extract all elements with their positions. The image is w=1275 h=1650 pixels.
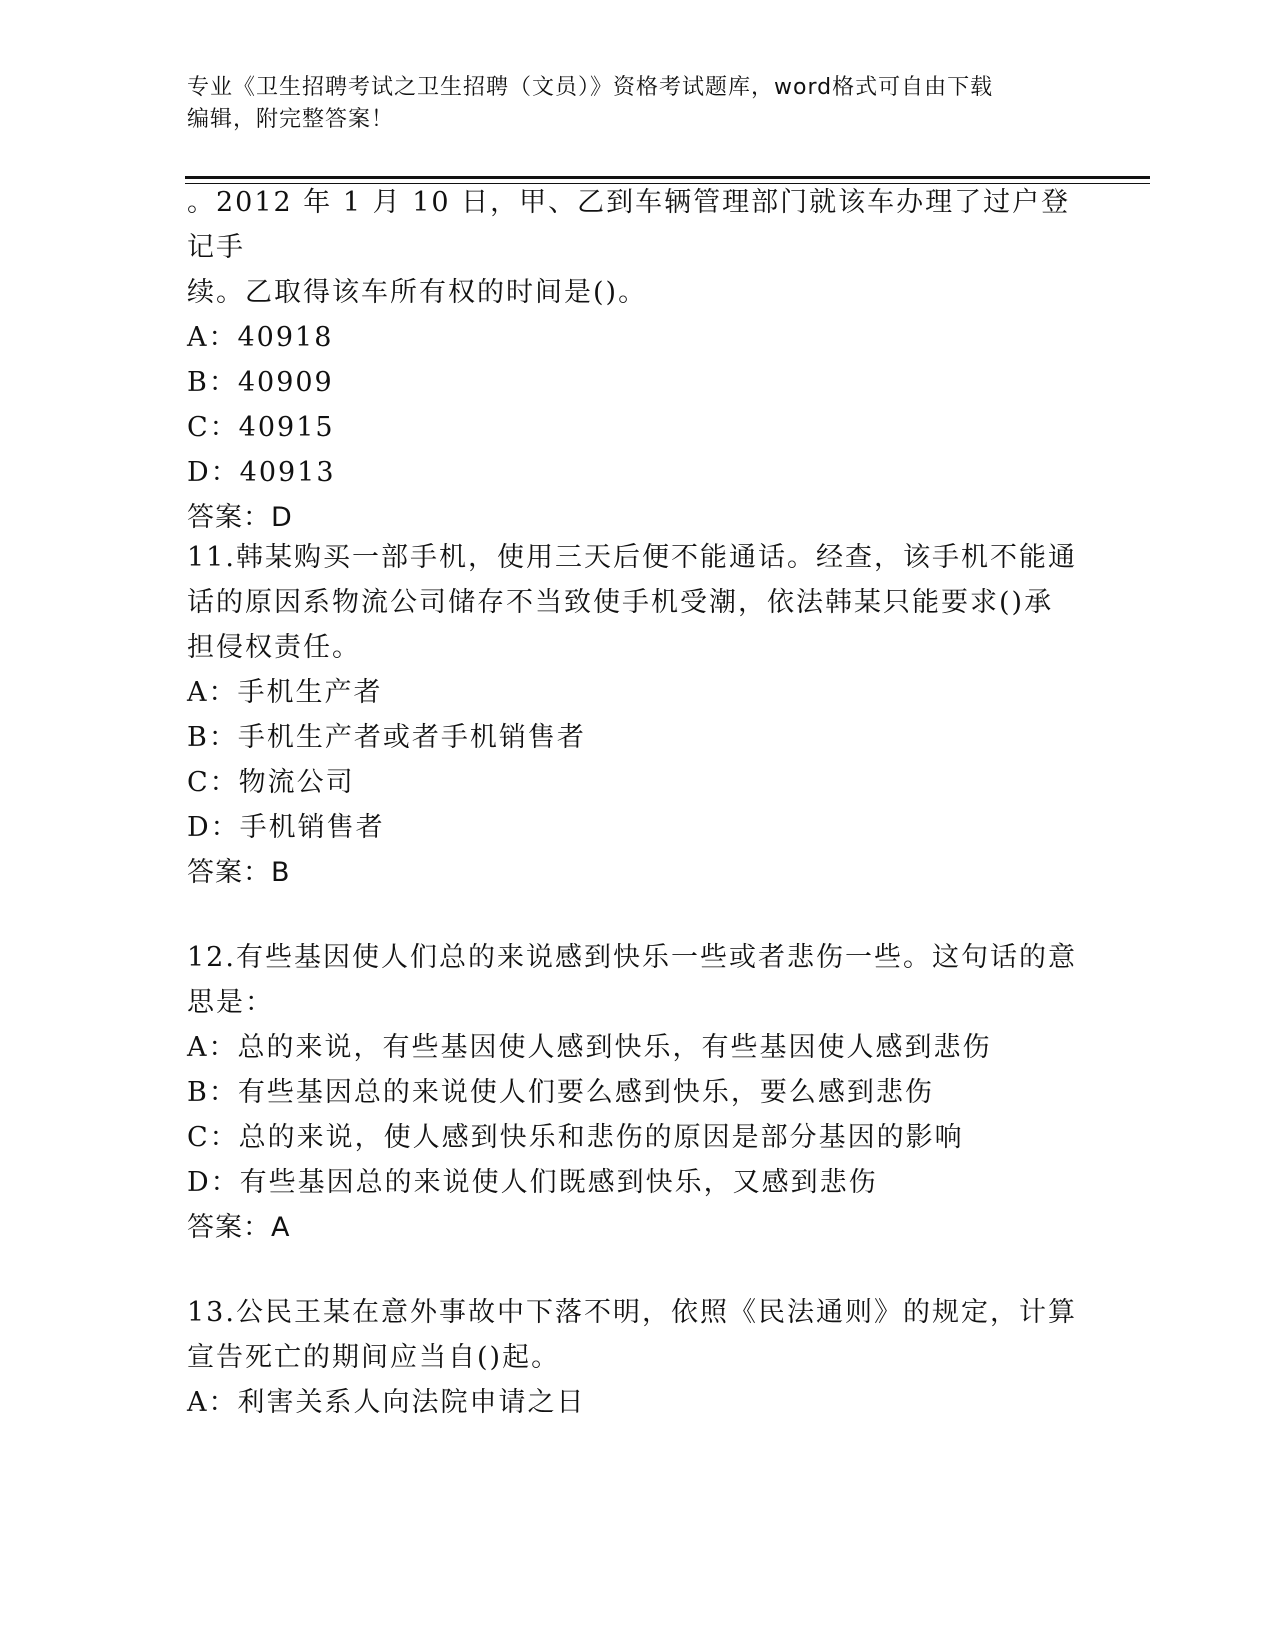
document-header <box>187 72 1087 136</box>
answer-line: 答案：B <box>187 857 291 888</box>
option-b: B：有些基因总的来说使人们要么感到快乐，要么感到悲伤 <box>187 1077 934 1108</box>
question-13 <box>187 1290 1087 1425</box>
question-stem-line: 12.有些基因使人们总的来说感到快乐一些或者悲伤一些。这句话的意 <box>187 942 1077 973</box>
option-d: D：有些基因总的来说使人们既感到快乐，又感到悲伤 <box>187 1167 878 1198</box>
header-rule <box>185 176 1150 179</box>
option-b: B：手机生产者或者手机销售者 <box>187 722 586 753</box>
option-a: A：利害关系人向法院申请之日 <box>187 1387 586 1418</box>
question-stem-line: 13.公民王某在意外事故中下落不明，依照《民法通则》的规定，计算 <box>187 1297 1077 1328</box>
option-b: B：40909 <box>187 367 334 398</box>
question-stem-line: 11.韩某购买一部手机，使用三天后便不能通话。经查，该手机不能通 <box>187 542 1077 573</box>
header-line-1: 专业《卫生招聘考试之卫生招聘（文员）》资格考试题库，word格式可自由下载 <box>187 75 994 100</box>
option-d: D：手机销售者 <box>187 812 385 843</box>
answer-line: 答案：A <box>187 1212 291 1243</box>
question-stem-line: 思是： <box>187 987 274 1018</box>
option-a: A：40918 <box>187 322 334 353</box>
option-c: C：物流公司 <box>187 767 355 798</box>
question-stem-line: 。2012 年 1 月 10 日，甲、乙到车辆管理部门就该车办理了过户登记手 <box>187 187 1071 263</box>
option-c: C：总的来说，使人感到快乐和悲伤的原因是部分基因的影响 <box>187 1122 964 1153</box>
question-stem-line: 话的原因系物流公司储存不当致使手机受潮，依法韩某只能要求()承 <box>187 587 1054 618</box>
question-stem-line: 宣告死亡的期间应当自()起。 <box>187 1342 561 1373</box>
header-line-2: 编辑，附完整答案！ <box>187 107 395 132</box>
question-stem-line: 续。乙取得该车所有权的时间是()。 <box>187 277 648 308</box>
option-a: A：手机生产者 <box>187 677 383 708</box>
question-12 <box>187 935 1087 1250</box>
option-a: A：总的来说，有些基因使人感到快乐，有些基因使人感到悲伤 <box>187 1032 992 1063</box>
question-10 <box>187 180 1087 540</box>
option-c: C：40915 <box>187 412 335 443</box>
question-11 <box>187 535 1087 895</box>
question-stem-line: 担侵权责任。 <box>187 632 361 663</box>
answer-line: 答案：D <box>187 502 293 533</box>
option-d: D：40913 <box>187 457 336 488</box>
